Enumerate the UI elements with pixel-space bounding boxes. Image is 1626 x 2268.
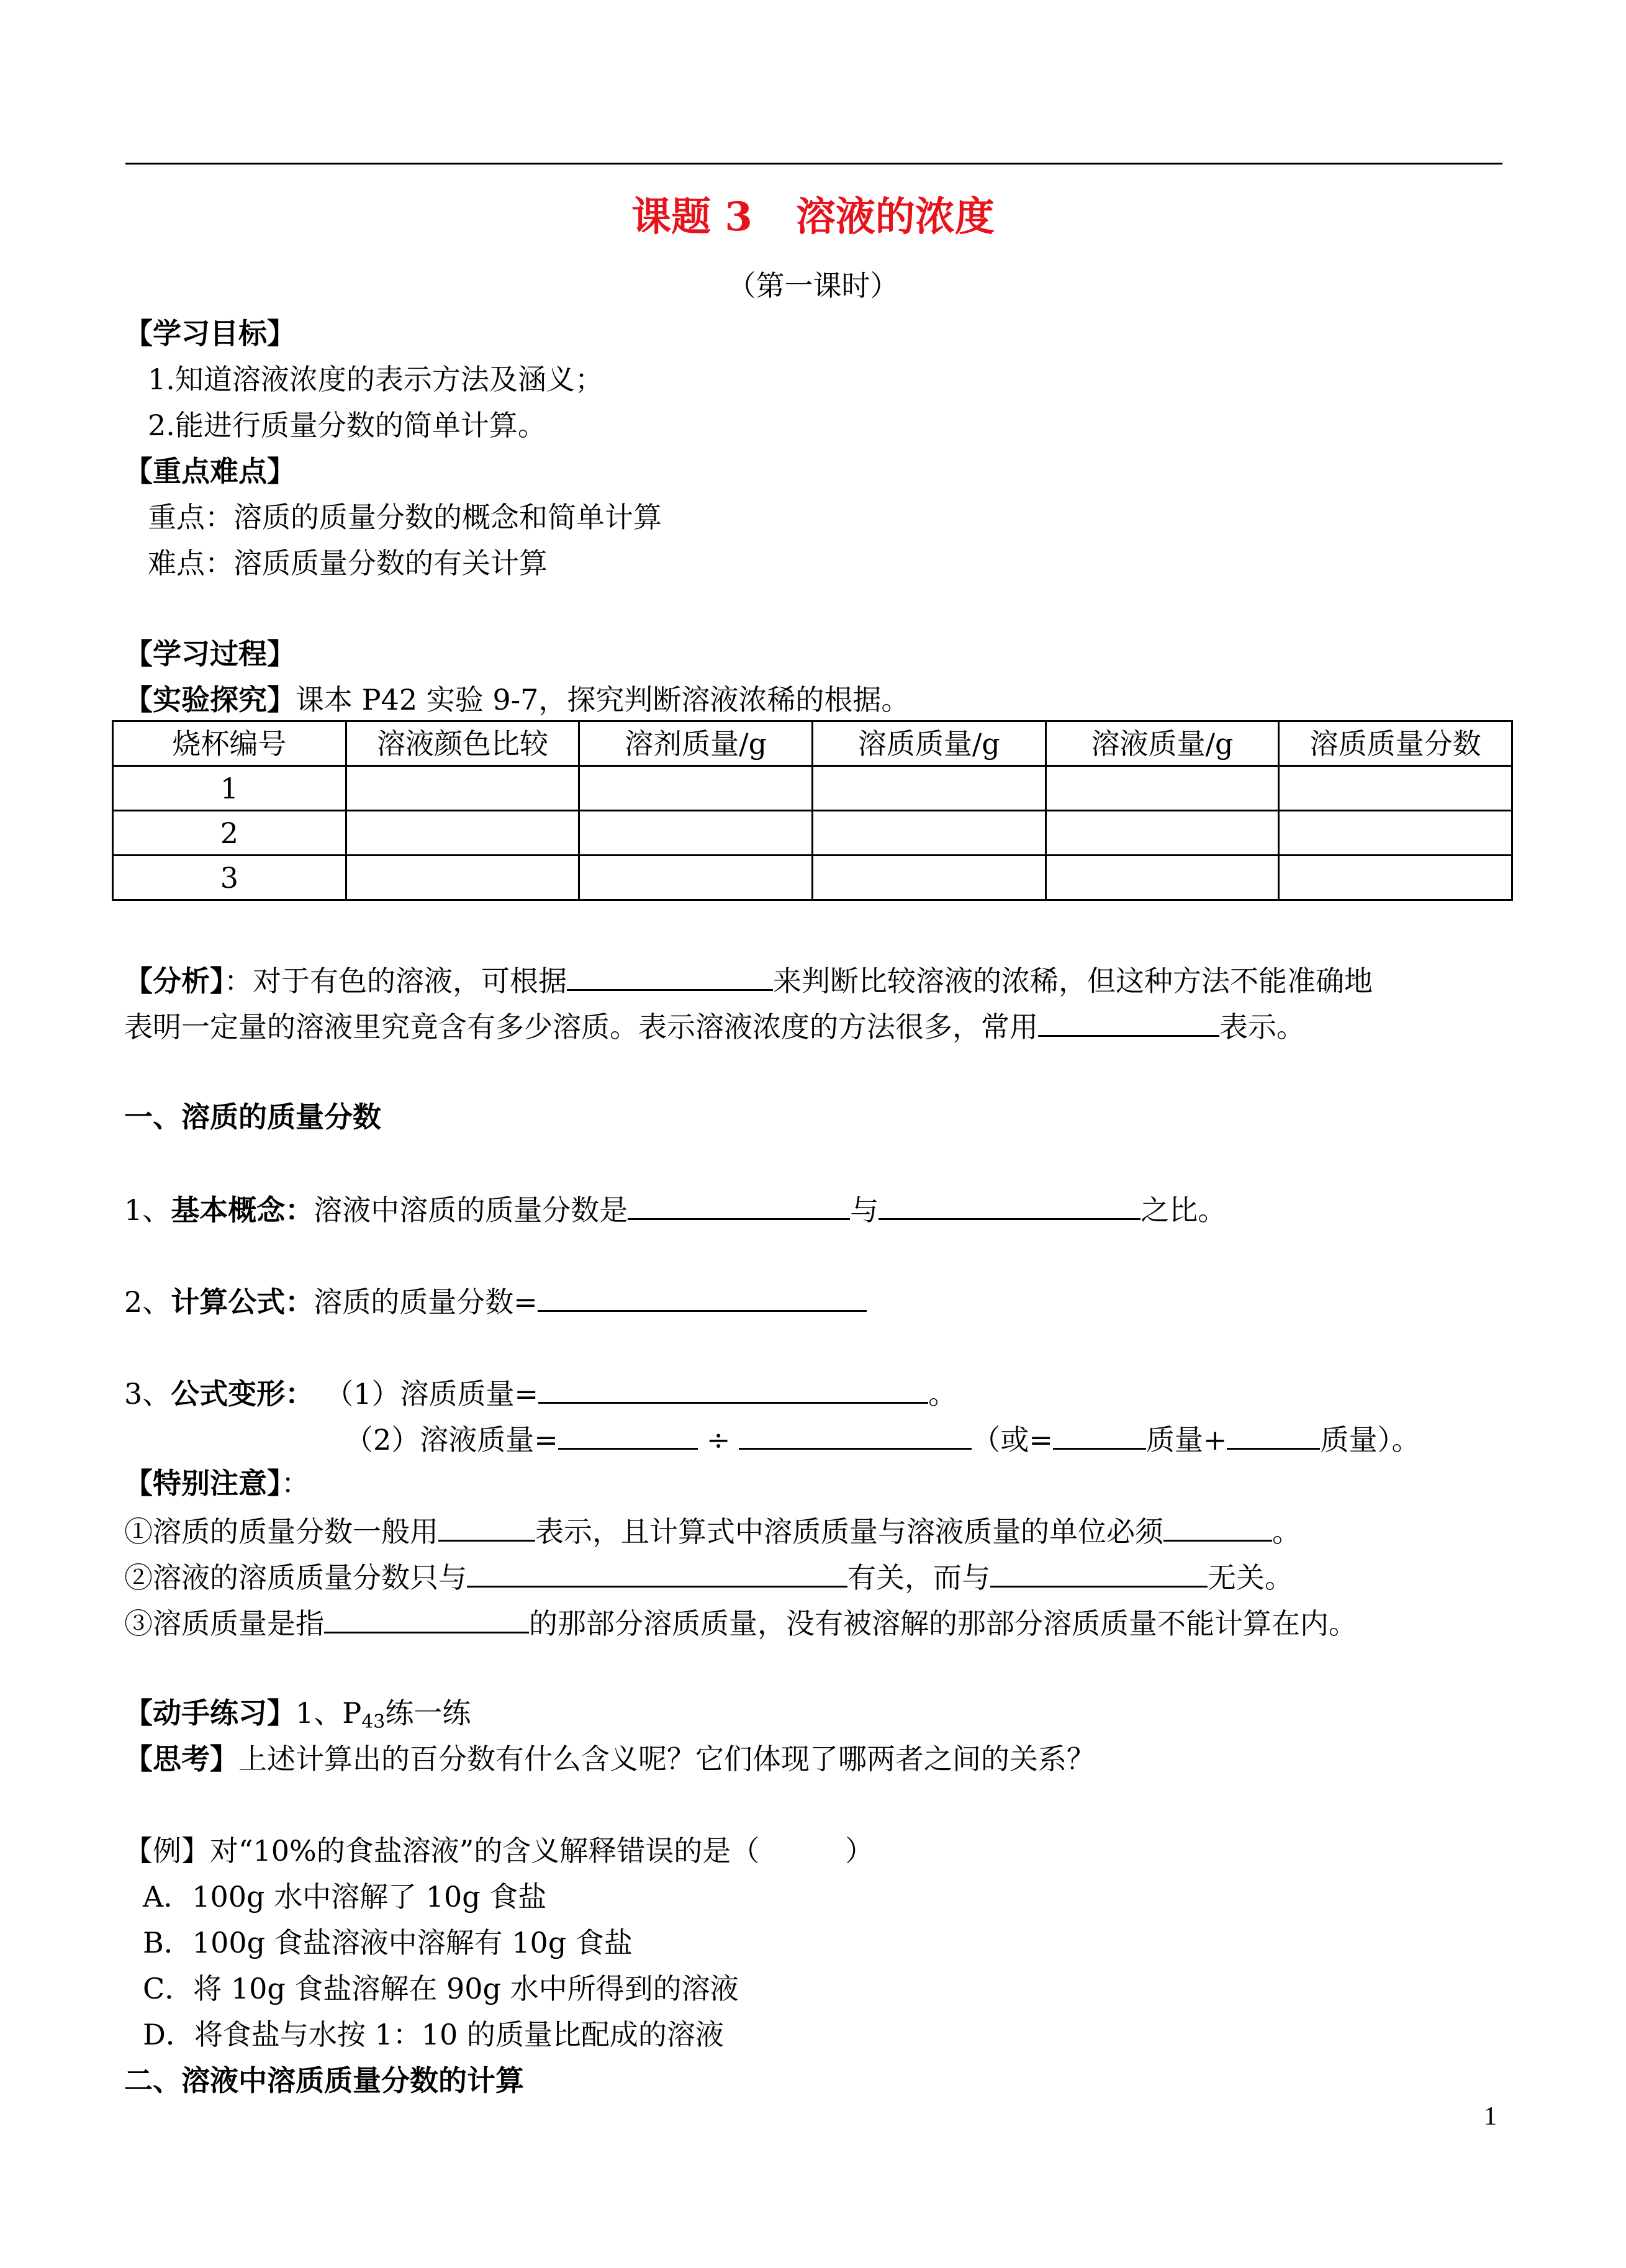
- blank-line[interactable]: [538, 1377, 928, 1404]
- item-number: 1、: [124, 1193, 171, 1227]
- analysis-label: 【分析】: [124, 964, 224, 998]
- think-line: [124, 1742, 1095, 1776]
- table-header: 烧杯编号: [113, 721, 346, 766]
- table-header: 溶液质量/g: [1046, 721, 1279, 766]
- transform-text: （或=: [972, 1423, 1053, 1457]
- table-cell: [346, 856, 579, 900]
- table-header: 溶质质量/g: [812, 721, 1046, 766]
- blank-line[interactable]: [1038, 1010, 1219, 1037]
- section2-heading: 二、溶液中溶质质量分数的计算: [124, 2064, 524, 2097]
- table-row: [113, 811, 1512, 856]
- concept-label: 基本概念：: [171, 1193, 314, 1227]
- blank-line[interactable]: [538, 1285, 867, 1312]
- goal-item-1: 1.知道溶液浓度的表示方法及涵义；: [148, 363, 603, 396]
- example-stem: 【例】对“10%的食盐溶液”的含义解释错误的是（ ）: [124, 1834, 874, 1868]
- blank-line[interactable]: [990, 1561, 1208, 1588]
- notice-heading-line: [124, 1466, 310, 1500]
- practice-line: [124, 1696, 471, 1733]
- goal-item-2: 2.能进行质量分数的简单计算。: [148, 409, 546, 442]
- blank-line[interactable]: [567, 964, 773, 991]
- notice-text: 无关。: [1208, 1561, 1293, 1594]
- transform-text: （1）溶质质量=: [325, 1377, 539, 1411]
- notice-heading: 【特别注意】: [124, 1466, 281, 1500]
- think-text: 上述计算出的百分数有什么含义呢？它们体现了哪两者之间的关系？: [238, 1742, 1095, 1776]
- table-header-row: [113, 721, 1512, 766]
- table-row: [113, 856, 1512, 900]
- blank-line[interactable]: [467, 1561, 847, 1588]
- think-label: 【思考】: [124, 1742, 238, 1776]
- page-number: 1: [1484, 2102, 1497, 2131]
- blank-line[interactable]: [558, 1423, 698, 1450]
- formula-label: 计算公式：: [171, 1285, 314, 1319]
- table-cell: [1046, 856, 1279, 900]
- item-number: 3、: [124, 1377, 171, 1411]
- table-cell: [812, 766, 1046, 811]
- table-cell: [812, 811, 1046, 856]
- table-cell: [1279, 856, 1512, 900]
- notice-item-2: [124, 1561, 1293, 1592]
- blank-line[interactable]: [1163, 1515, 1272, 1542]
- header-rule: [125, 163, 1502, 165]
- notice-item-1: [124, 1515, 1301, 1546]
- notice-item-3: [124, 1607, 1357, 1638]
- experiment-text: 课本 P42 实验 9-7，探究判断溶液浓稀的根据。: [296, 683, 910, 716]
- keypoints-heading: 【重点难点】: [124, 454, 296, 488]
- practice-page-sub: 43: [361, 1711, 386, 1733]
- notice-text: 有关，而与: [847, 1561, 990, 1594]
- example-option-b: B．100g 食盐溶液中溶解有 10g 食盐: [143, 1926, 633, 1959]
- notice-text: 的那部分溶质质量，没有被溶解的那部分溶质质量不能计算在内。: [529, 1607, 1357, 1640]
- table-header: 溶液颜色比较: [346, 721, 579, 766]
- blank-line[interactable]: [1227, 1423, 1320, 1450]
- table-cell: [1046, 811, 1279, 856]
- table-header: 溶质质量分数: [1279, 721, 1512, 766]
- item-number: 2、: [124, 1285, 171, 1319]
- formula-line: [124, 1285, 867, 1319]
- analysis-text: ：对于有色的溶液，可根据: [224, 964, 567, 998]
- formula-text: 溶质的质量分数=: [314, 1285, 538, 1319]
- blank-line[interactable]: [324, 1607, 529, 1633]
- example-option-c: C．将 10g 食盐溶解在 90g 水中所得到的溶液: [143, 1972, 739, 2005]
- beaker-number: 1: [113, 766, 346, 811]
- practice-text: 1、P: [296, 1696, 362, 1730]
- concept-line: [124, 1193, 1227, 1227]
- concept-text: 溶液中溶质的质量分数是: [314, 1193, 628, 1227]
- table-cell: [1279, 766, 1512, 811]
- table-header: 溶剂质量/g: [579, 721, 813, 766]
- divide-sign: ÷: [706, 1423, 731, 1457]
- table-cell: [1046, 766, 1279, 811]
- blank-line[interactable]: [739, 1423, 972, 1450]
- notice-text: ③溶质质量是指: [124, 1607, 324, 1640]
- table-cell: [812, 856, 1046, 900]
- goals-heading: 【学习目标】: [124, 317, 296, 350]
- table-row: [113, 766, 1512, 811]
- example-option-d: D．将食盐与水按 1：10 的质量比配成的溶液: [143, 2018, 724, 2051]
- transform-text: 。: [928, 1377, 957, 1411]
- transform-label: 公式变形：: [171, 1377, 314, 1411]
- table-cell: [346, 811, 579, 856]
- table-cell: [579, 811, 813, 856]
- analysis-line-2: [124, 1010, 1305, 1044]
- transform-text: 质量）。: [1320, 1423, 1420, 1457]
- notice-text: ①溶质的质量分数一般用: [124, 1515, 438, 1548]
- transform-line-2: [345, 1423, 1420, 1457]
- blank-line[interactable]: [438, 1515, 535, 1542]
- blank-line[interactable]: [628, 1193, 850, 1220]
- table-cell: [346, 766, 579, 811]
- transform-line-1: [124, 1377, 957, 1411]
- concept-text: 之比。: [1140, 1193, 1227, 1227]
- example-option-a: A．100g 水中溶解了 10g 食盐: [143, 1880, 547, 1913]
- difficulty-point: 难点：溶质质量分数的有关计算: [148, 546, 548, 580]
- beaker-number: 2: [113, 811, 346, 856]
- table-cell: [1279, 811, 1512, 856]
- notice-colon: ：: [281, 1466, 310, 1500]
- notice-text: 表示，且计算式中溶质质量与溶液质量的单位必须: [535, 1515, 1163, 1548]
- analysis-text: 来判断比较溶液的浓稀，但这种方法不能准确地: [773, 964, 1373, 998]
- notice-text: 。: [1272, 1515, 1301, 1548]
- table-cell: [579, 856, 813, 900]
- title-lesson: 课题 3: [631, 194, 752, 240]
- transform-text: （2）溶液质量=: [345, 1423, 558, 1457]
- practice-label: 【动手练习】: [124, 1696, 296, 1730]
- process-heading: 【学习过程】: [124, 637, 296, 671]
- subtitle: （第一课时）: [727, 269, 899, 302]
- transform-text: 质量+: [1145, 1423, 1227, 1457]
- analysis-text: 表明一定量的溶液里究竟含有多少溶质。表示溶液浓度的方法很多，常用: [124, 1010, 1038, 1044]
- analysis-line-1: [124, 964, 1373, 998]
- title-topic: 溶液的浓度: [795, 194, 995, 240]
- experiment-line: [124, 685, 910, 714]
- section1-heading: 一、溶质的质量分数: [124, 1100, 381, 1134]
- blank-line[interactable]: [1053, 1423, 1146, 1450]
- experiment-label: 【实验探究】: [124, 683, 296, 716]
- notice-text: ②溶液的溶质质量分数只与: [124, 1561, 467, 1594]
- experiment-table: [112, 720, 1513, 901]
- table-cell: [579, 766, 813, 811]
- concept-text: 与: [850, 1193, 879, 1227]
- beaker-number: 3: [113, 856, 346, 900]
- blank-line[interactable]: [878, 1193, 1140, 1220]
- practice-text: 练一练: [385, 1696, 471, 1730]
- page-title: [0, 194, 1626, 240]
- analysis-text: 表示。: [1219, 1010, 1305, 1044]
- key-point: 重点：溶质的质量分数的概念和简单计算: [148, 500, 662, 534]
